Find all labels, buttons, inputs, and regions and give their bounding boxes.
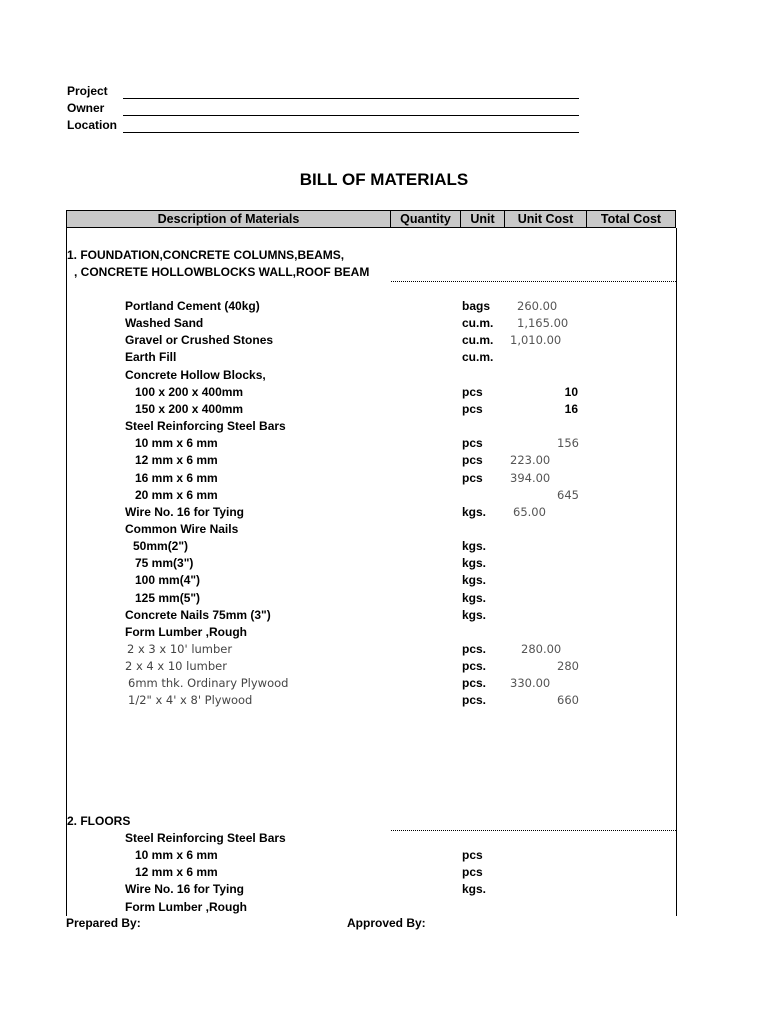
item-description: Gravel or Crushed Stones [125, 333, 274, 348]
item-description: 125 mm(5") [135, 590, 201, 605]
location-label: Location [67, 118, 117, 132]
section-1-title-line2: , CONCRETE HOLLOWBLOCKS WALL,ROOF BEAM [74, 265, 370, 279]
item-quantity-value: 10 [564, 384, 578, 399]
section-1-dotted-line [391, 281, 676, 282]
table-row [0, 539, 768, 556]
item-description: Steel Reinforcing Steel Bars [125, 831, 286, 845]
item-unit: kgs. [462, 607, 487, 622]
item-description: 12 mm x 6 mm [135, 453, 218, 468]
item-description: 10 mm x 6 mm [135, 848, 218, 863]
item-description: 1/2" x 4' x 8' Plywood [128, 693, 253, 708]
item-description: 2 x 3 x 10' lumber [127, 642, 233, 656]
col-unit-cost: Unit Cost [505, 211, 587, 227]
table-row [0, 402, 768, 419]
table-row [0, 471, 768, 488]
approved-by-label: Approved By: [347, 916, 426, 930]
table-row [0, 676, 768, 693]
item-unit-cost: 1,010.00 [510, 333, 562, 348]
table-row [0, 522, 768, 539]
item-unit: pcs [462, 384, 483, 399]
item-unit: pcs [462, 453, 483, 468]
table-row [0, 556, 768, 573]
table-row [0, 848, 768, 865]
item-description: Portland Cement (40kg) [125, 299, 260, 313]
item-unit-cost: 280.00 [521, 642, 562, 656]
table-row [0, 608, 768, 625]
section-1-title-line1: 1. FOUNDATION,CONCRETE COLUMNS,BEAMS, [67, 248, 345, 262]
item-unit: kgs. [462, 539, 487, 554]
location-field-line [123, 132, 579, 133]
item-description: 150 x 200 x 400mm [135, 401, 244, 416]
item-unit-cost: 280 [557, 659, 579, 674]
item-description: 100 x 200 x 400mm [135, 384, 244, 399]
table-row [0, 831, 768, 848]
item-unit-cost: 1,165.00 [517, 316, 569, 331]
table-row [0, 693, 768, 710]
item-unit: kgs. [462, 882, 487, 897]
table-row [0, 333, 768, 350]
section-2-title: 2. FLOORS [67, 814, 131, 828]
table-row [0, 436, 768, 453]
project-field-line [123, 98, 579, 99]
item-unit: pcs. [462, 642, 487, 656]
item-unit: kgs. [462, 504, 487, 519]
table-row [0, 453, 768, 470]
item-quantity-value: 16 [564, 401, 578, 416]
item-description: Concrete Hollow Blocks, [125, 367, 266, 382]
item-description: Form Lumber ,Rough [125, 624, 247, 639]
item-unit-cost: 260.00 [517, 299, 558, 313]
item-unit: kgs. [462, 573, 487, 588]
item-unit-cost: 394.00 [510, 470, 551, 485]
owner-label: Owner [67, 101, 105, 115]
item-unit-cost: 330.00 [510, 676, 551, 691]
item-unit: kgs. [462, 556, 487, 571]
table-row [0, 625, 768, 642]
item-unit: cu.m. [462, 316, 494, 331]
item-unit: pcs. [462, 693, 487, 708]
table-row [0, 316, 768, 333]
item-unit-cost: 156 [557, 436, 579, 451]
item-unit: pcs. [462, 676, 487, 691]
table-row [0, 900, 768, 917]
table-row [0, 591, 768, 608]
item-description: 50mm(2") [133, 539, 189, 554]
item-description: 6mm thk. Ordinary Plywood [128, 676, 289, 691]
item-unit: pcs [462, 848, 483, 863]
item-unit-cost: 223.00 [510, 453, 551, 468]
table-row [0, 659, 768, 676]
col-unit: Unit [461, 211, 505, 227]
item-unit-cost: 660 [557, 693, 579, 708]
owner-field-line [123, 115, 579, 116]
item-unit: pcs [462, 470, 483, 485]
item-unit: cu.m. [462, 350, 494, 365]
item-description: Form Lumber ,Rough [125, 899, 247, 914]
item-unit: pcs [462, 401, 483, 416]
table-row [0, 882, 768, 899]
item-description: 75 mm(3") [135, 556, 194, 571]
table-row [0, 488, 768, 505]
table-row [0, 385, 768, 402]
item-description: 2 x 4 x 10 lumber [125, 659, 227, 674]
table-header [66, 210, 676, 228]
item-unit-cost: 65.00 [513, 504, 546, 519]
item-unit: kgs. [462, 590, 487, 605]
col-description: Description of Materials [67, 211, 391, 227]
item-unit: pcs [462, 865, 483, 880]
item-unit: cu.m. [462, 333, 494, 348]
prepared-by-label: Prepared By: [66, 916, 141, 930]
project-label: Project [67, 84, 108, 98]
item-description: Washed Sand [125, 316, 204, 331]
table-row [0, 865, 768, 882]
item-description: Wire No. 16 for Tying [125, 882, 245, 897]
item-description: 100 mm(4") [135, 573, 201, 588]
item-unit: bags [462, 299, 491, 313]
table-row [0, 419, 768, 436]
item-description: 12 mm x 6 mm [135, 865, 218, 880]
item-unit-cost: 645 [557, 487, 579, 502]
table-row [0, 368, 768, 385]
col-total-cost: Total Cost [600, 212, 662, 226]
page-title: BILL OF MATERIALS [299, 170, 469, 189]
item-description: Common Wire Nails [125, 521, 239, 536]
table-row [0, 299, 768, 316]
item-unit: pcs [462, 436, 483, 451]
col-quantity: Quantity [391, 211, 461, 227]
item-description: Steel Reinforcing Steel Bars [125, 419, 286, 434]
item-unit: pcs. [462, 659, 487, 674]
item-description: Wire No. 16 for Tying [125, 504, 245, 519]
item-description: 10 mm x 6 mm [135, 436, 218, 451]
item-description: 20 mm x 6 mm [135, 487, 218, 502]
item-description: 16 mm x 6 mm [135, 470, 218, 485]
table-row [0, 642, 768, 659]
table-row [0, 505, 768, 522]
item-description: Earth Fill [125, 350, 177, 365]
table-row [0, 350, 768, 367]
table-row [0, 573, 768, 590]
item-description: Concrete Nails 75mm (3") [125, 607, 271, 622]
